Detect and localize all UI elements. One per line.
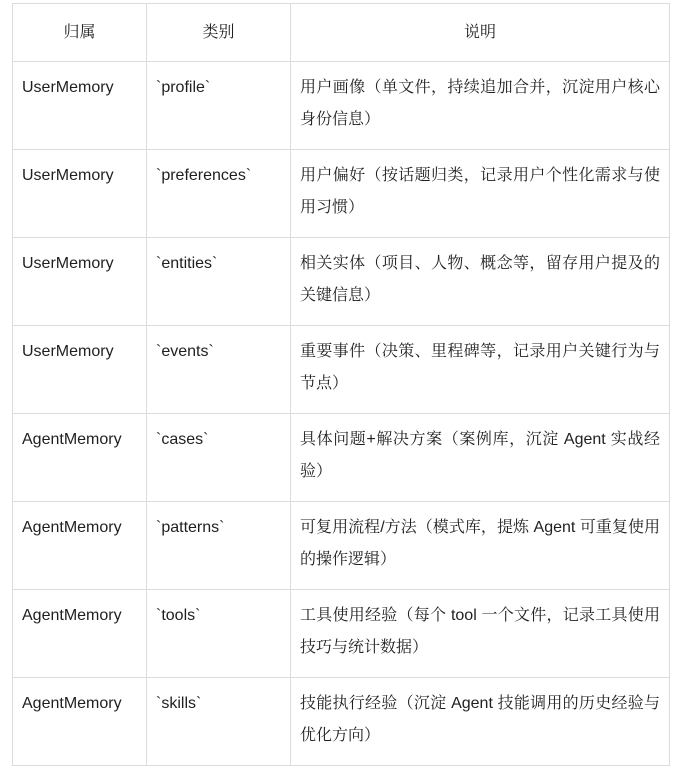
cell-owner: UserMemory	[13, 62, 147, 150]
cell-category: `patterns`	[147, 502, 291, 590]
cell-description: 用户画像（单文件，持续追加合并，沉淀用户核心身份信息）	[291, 62, 670, 150]
memory-category-table	[12, 3, 670, 766]
table-row	[13, 414, 670, 502]
cell-owner: AgentMemory	[13, 678, 147, 766]
header-owner: 归属	[13, 4, 147, 62]
cell-description: 可复用流程/方法（模式库，提炼 Agent 可重复使用的操作逻辑）	[291, 502, 670, 590]
cell-owner: AgentMemory	[13, 502, 147, 590]
cell-category: `profile`	[147, 62, 291, 150]
cell-owner: AgentMemory	[13, 414, 147, 502]
cell-category: `entities`	[147, 238, 291, 326]
cell-category: `skills`	[147, 678, 291, 766]
cell-description: 技能执行经验（沉淀 Agent 技能调用的历史经验与优化方向）	[291, 678, 670, 766]
cell-description: 工具使用经验（每个 tool 一个文件，记录工具使用技巧与统计数据）	[291, 590, 670, 678]
cell-category: `events`	[147, 326, 291, 414]
table-header-row	[13, 4, 670, 62]
table-row	[13, 238, 670, 326]
table-row	[13, 502, 670, 590]
table-row	[13, 678, 670, 766]
cell-category: `tools`	[147, 590, 291, 678]
cell-category: `cases`	[147, 414, 291, 502]
cell-description: 重要事件（决策、里程碑等，记录用户关键行为与节点）	[291, 326, 670, 414]
cell-owner: UserMemory	[13, 150, 147, 238]
cell-description: 用户偏好（按话题归类，记录用户个性化需求与使用习惯）	[291, 150, 670, 238]
cell-owner: AgentMemory	[13, 590, 147, 678]
header-description: 说明	[291, 4, 670, 62]
cell-owner: UserMemory	[13, 326, 147, 414]
cell-owner: UserMemory	[13, 238, 147, 326]
cell-category: `preferences`	[147, 150, 291, 238]
header-category: 类别	[147, 4, 291, 62]
table-row	[13, 326, 670, 414]
table-row	[13, 590, 670, 678]
memory-category-table-container	[12, 3, 670, 766]
table-row	[13, 62, 670, 150]
table-row	[13, 150, 670, 238]
cell-description: 相关实体（项目、人物、概念等，留存用户提及的关键信息）	[291, 238, 670, 326]
cell-description: 具体问题+解决方案（案例库，沉淀 Agent 实战经验）	[291, 414, 670, 502]
